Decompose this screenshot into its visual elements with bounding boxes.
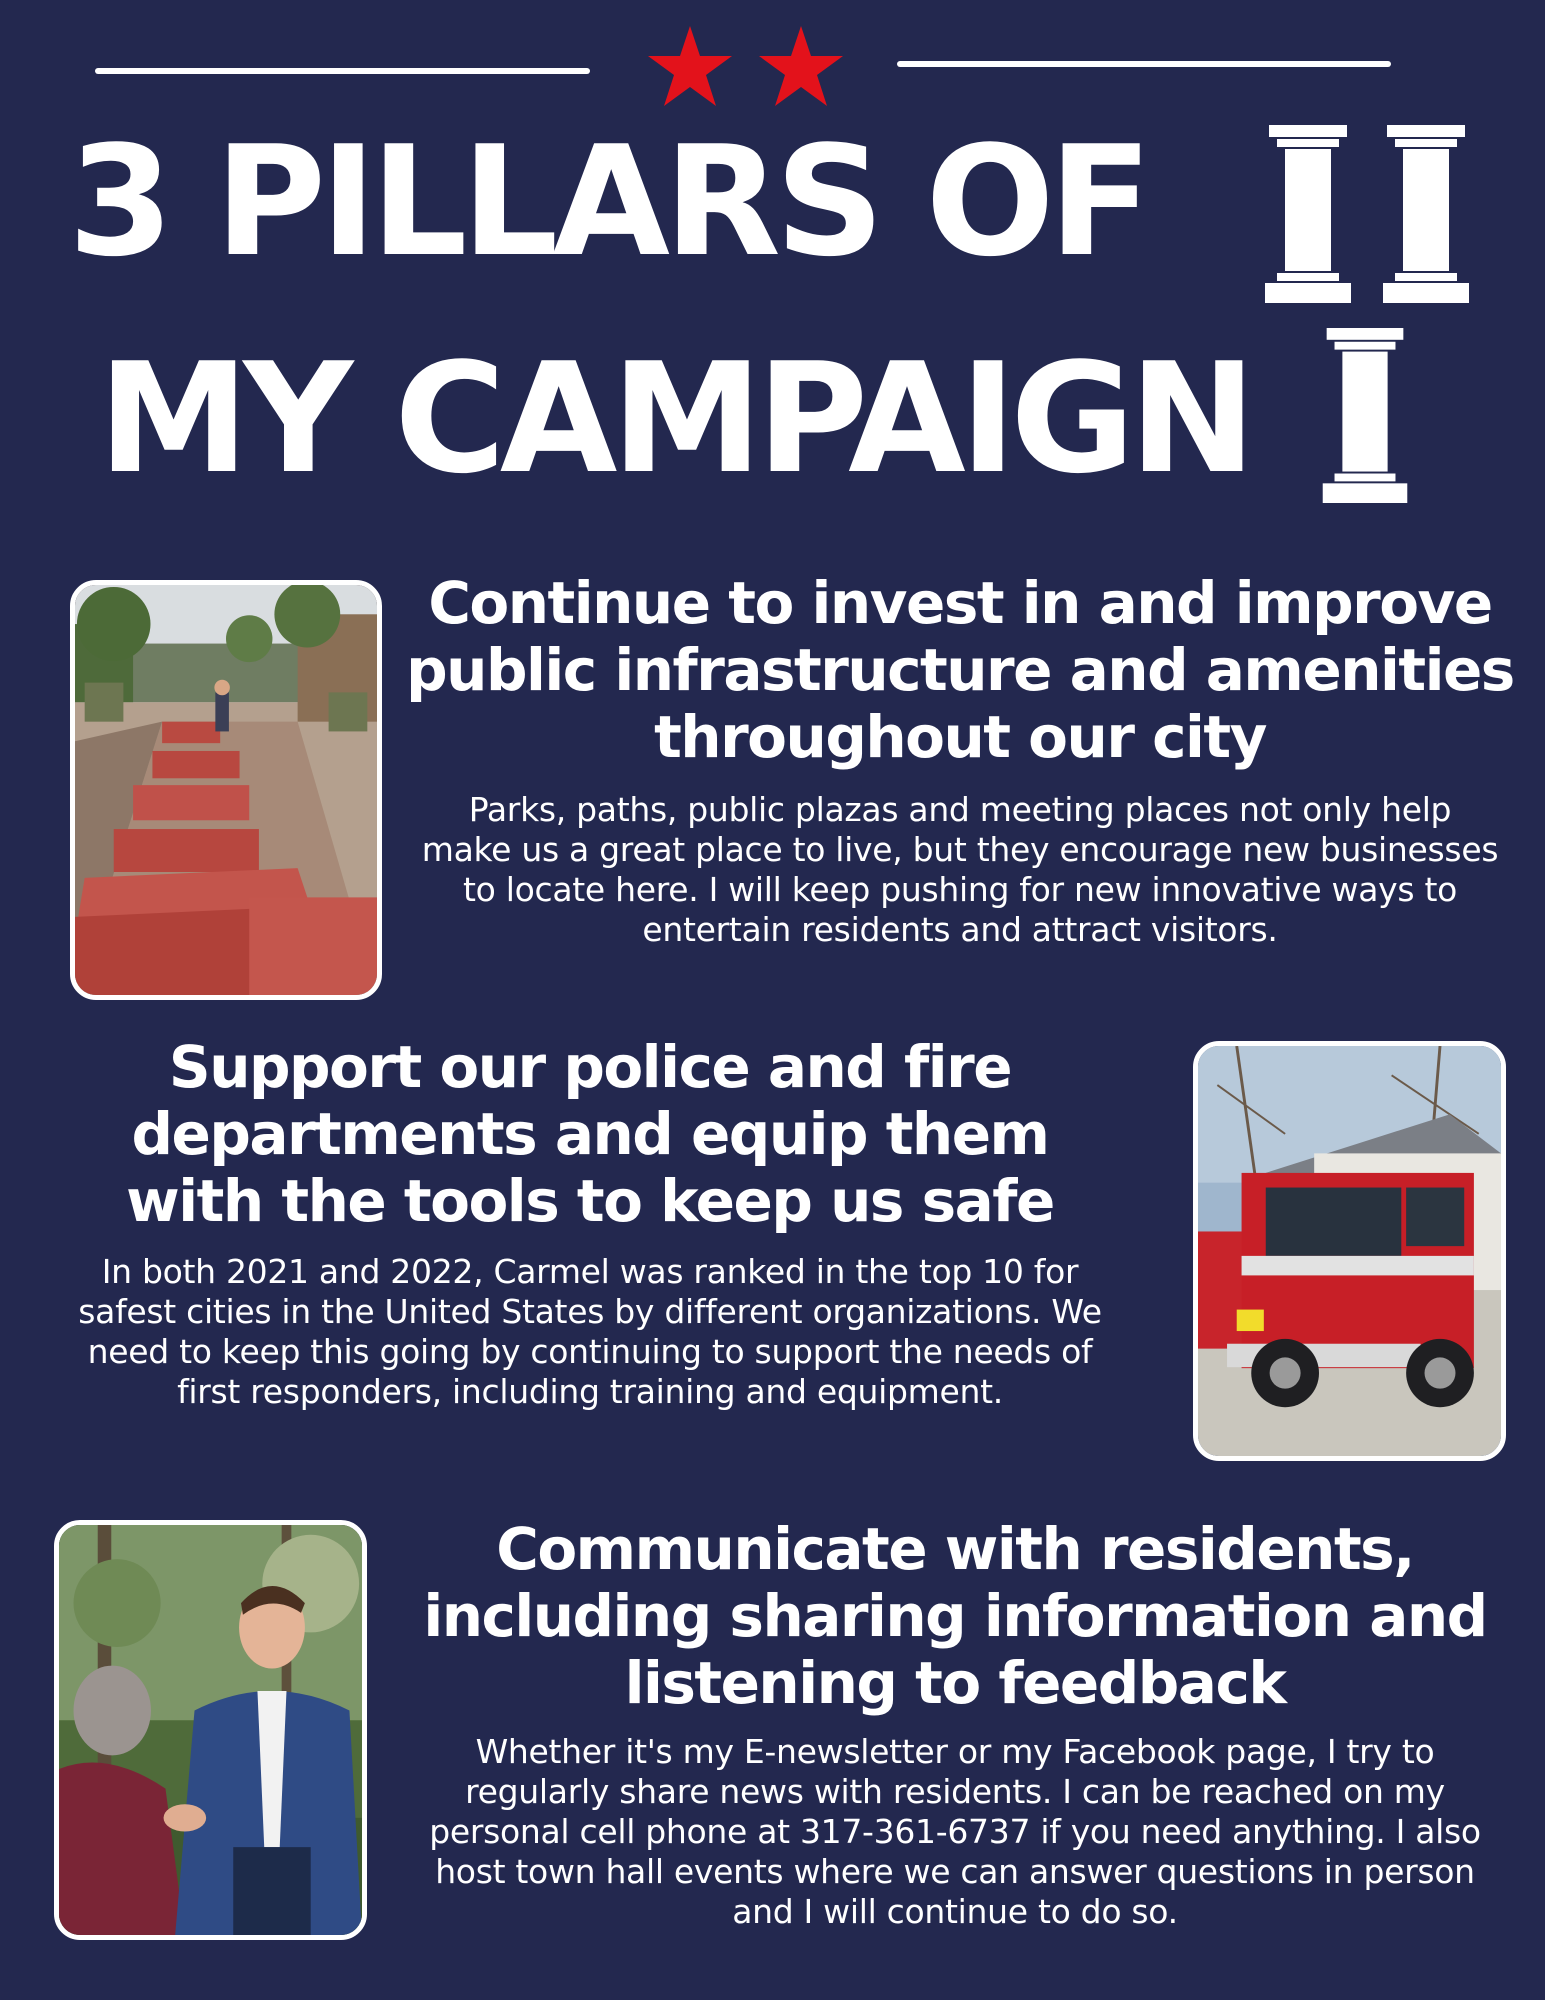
pillar-icon xyxy=(1265,125,1351,303)
section-3-heading: Communicate with residents, including sharing information and listening to feedback xyxy=(423,1515,1487,1717)
section-3-body: Whether it's my E-newsletter or my Facebook page, I try to regularly share news with residents. I can be reached on my personal cell phone at 317-361-6737 if you need anything. I also host town hall events where we can answer questions in person and I will continue to do so. xyxy=(429,1732,1481,1931)
header-rule-left xyxy=(95,68,590,74)
page-title-line-1: 3 PILLARS OF xyxy=(68,113,1147,290)
handshake-photo xyxy=(54,1520,367,1940)
star-icon xyxy=(759,26,843,106)
fire-truck-photo xyxy=(1193,1041,1506,1461)
star-icons xyxy=(645,22,855,117)
section-2-heading: Support our police and fire departments and equip them with the tools to keep us safe xyxy=(126,1033,1054,1235)
pillar-icon xyxy=(1322,328,1408,503)
plaza-sculpture-photo xyxy=(70,580,382,1000)
section-1-body: Parks, paths, public plazas and meeting places not only help make us a great place to live, but they encourage new businesses to locate here. I will keep pushing for new innovative ways to entertain residents and attract visitors. xyxy=(421,790,1499,949)
section-1-heading: Continue to invest in and improve public infrastructure and amenities throughout our city xyxy=(406,569,1514,771)
star-icon xyxy=(648,26,732,106)
pillar-icon xyxy=(1383,125,1469,303)
page-title-line-2: MY CAMPAIGN xyxy=(98,330,1251,507)
header-rule-right xyxy=(897,61,1391,67)
section-2-body: In both 2021 and 2022, Carmel was ranked in the top 10 for safest cities in the United States by different organizations. We need to keep this going by continuing to support the needs of first responders, including training and equipment. xyxy=(78,1252,1102,1411)
